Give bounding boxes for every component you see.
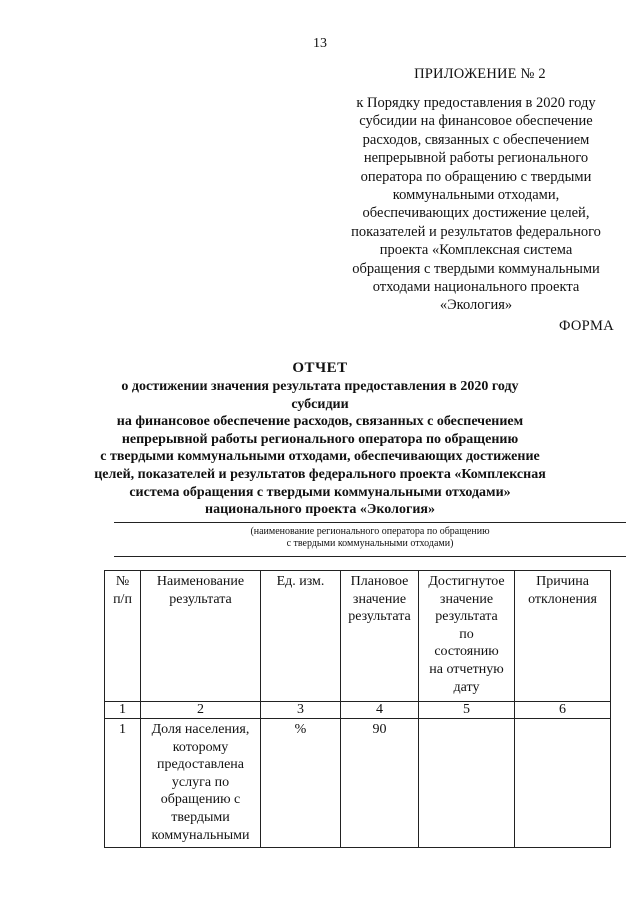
report-subtitle-line: на финансовое обеспечение расходов, связанных с обеспечением [116, 414, 524, 430]
operator-caption [200, 526, 540, 550]
header-cell-unit [261, 571, 341, 702]
header-text: результата [435, 609, 498, 625]
report-subtitle-line: непрерывной работы регионального оператора по обращению [121, 431, 519, 447]
column-number-row [105, 702, 611, 719]
column-number: 2 [141, 702, 261, 719]
header-text: Причина [536, 574, 589, 589]
report-subtitle-line: система обращения с твердыми коммунальными отходами» [129, 484, 511, 500]
header-cell-number [105, 571, 141, 702]
form-label: ФОРМА [558, 318, 614, 334]
header-text: значение [439, 591, 494, 607]
result-name-cell [141, 719, 261, 848]
appendix-line: оператора по обращению с твердыми [360, 168, 592, 185]
header-cell-achieved [419, 571, 515, 702]
appendix-line: проекта «Комплексная система [379, 242, 573, 259]
header-cell-reason [515, 571, 611, 702]
header-text: результата [169, 591, 232, 607]
header-cell-name [141, 571, 261, 702]
deviation-reason-cell [515, 719, 611, 848]
cell-text: % [294, 722, 307, 737]
column-number: 4 [341, 702, 419, 719]
row-number-cell [105, 719, 141, 848]
appendix-line: субсидии на финансовое обеспечение [359, 113, 593, 130]
appendix-line: непрерывной работы регионального [363, 150, 589, 167]
report-subtitle-line: национального проекта «Экология» [205, 502, 435, 518]
appendix-line: к Порядку предоставления в 2020 году [356, 95, 596, 111]
appendix-line: обеспечивающих достижение целей, [362, 205, 590, 222]
header-text: № [115, 574, 130, 589]
header-text: состоянию [434, 644, 499, 660]
report-subtitle-line: с твердыми коммунальными отходами, обеспечивающих достижение [100, 449, 540, 465]
cell-text: Доля населения, [151, 722, 250, 737]
operator-caption-line: с твердыми коммунальными отходами) [286, 538, 454, 549]
header-text: результата [348, 609, 411, 625]
report-subtitle [92, 378, 548, 519]
cell-text: которому [172, 739, 229, 755]
unit-cell [261, 719, 341, 848]
table-row [105, 719, 611, 848]
results-table [104, 570, 611, 848]
appendix-line: обращения с твердыми коммунальными [352, 260, 600, 277]
appendix-line: расходов, связанных с обеспечением [362, 131, 590, 148]
header-text: дату [453, 679, 480, 695]
appendix-line: показателей и результатов федерального [351, 223, 601, 240]
appendix-line: «Экология» [439, 297, 513, 314]
header-text: Плановое [350, 574, 409, 589]
table-header-row [105, 571, 611, 702]
operator-name-line [114, 522, 626, 523]
header-text: значение [352, 591, 407, 607]
column-number: 5 [419, 702, 515, 719]
header-text: на отчетную [429, 661, 504, 677]
divider-line [114, 556, 626, 557]
appendix-line: коммунальными отходами, [392, 187, 560, 204]
report-title: ОТЧЕТ [292, 360, 348, 376]
header-text: Наименование [156, 574, 245, 589]
header-text: Ед. изм. [276, 574, 325, 589]
appendix-title: ПРИЛОЖЕНИЕ № 2 [414, 66, 546, 82]
header-text: по [459, 626, 474, 642]
cell-text: обращению с [160, 792, 241, 808]
achieved-value-cell [419, 719, 515, 848]
page-number: 13 [313, 36, 327, 51]
cell-text: коммунальными [151, 827, 250, 843]
column-number: 3 [261, 702, 341, 719]
cell-text: твердыми [171, 809, 230, 825]
cell-text: предоставлена [156, 757, 245, 773]
header-cell-planned [341, 571, 419, 702]
cell-text: 1 [119, 722, 126, 737]
operator-caption-line: (наименование регионального оператора по обращению [250, 526, 490, 537]
header-text: п/п [113, 591, 132, 607]
appendix-text [342, 94, 610, 315]
cell-text: 90 [372, 722, 387, 737]
report-subtitle-line: целей, показателей и результатов федерального проекта «Комплексная [94, 466, 546, 482]
column-number: 6 [515, 702, 611, 719]
planned-value-cell [341, 719, 419, 848]
header-text: Достигнутое [428, 574, 505, 589]
appendix-line: отходами национального проекта [372, 279, 580, 296]
header-text: отклонения [528, 591, 597, 607]
column-number: 1 [105, 702, 141, 719]
report-subtitle-line: о достижении значения результата предоставления в 2020 году субсидии [121, 379, 519, 412]
cell-text: услуга по [171, 774, 230, 790]
